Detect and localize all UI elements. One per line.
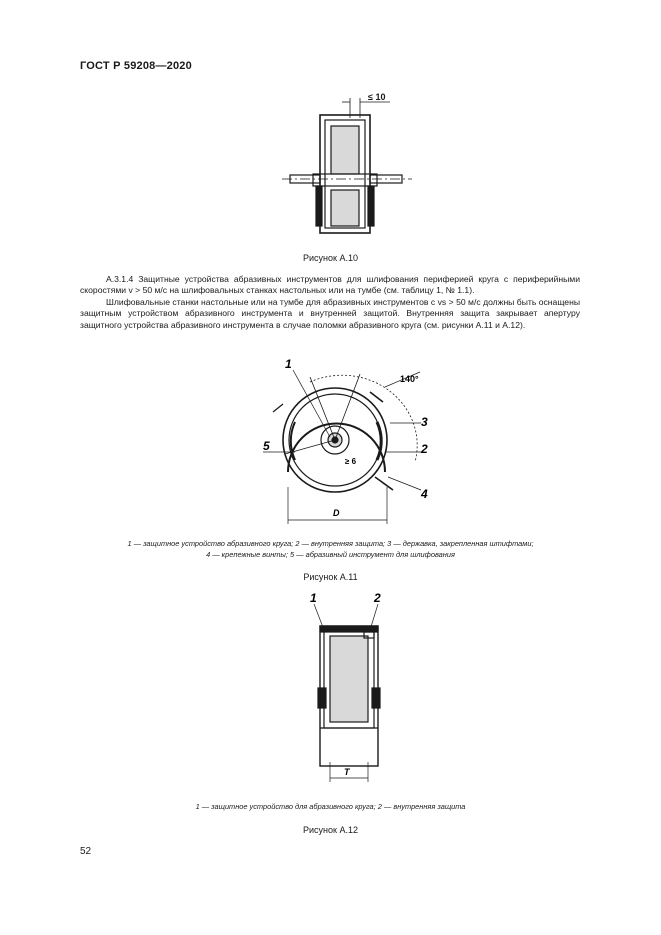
width-label: T bbox=[344, 767, 350, 777]
diameter-label: D bbox=[333, 508, 340, 518]
callout-1: 1 bbox=[285, 357, 292, 371]
callout-4: 4 bbox=[421, 487, 428, 501]
callout-3: 3 bbox=[421, 415, 428, 429]
a10-dim-label: ≤ 10 bbox=[368, 92, 386, 102]
legend-a11-line2: 4 — крепежные винты; 5 — абразивный инструмент для шлифования bbox=[206, 550, 455, 559]
page-number: 52 bbox=[80, 846, 92, 857]
callout-2: 2 bbox=[421, 442, 428, 456]
caption-a10: Рисунок А.10 bbox=[303, 253, 358, 263]
a12-callout-1: 1 bbox=[310, 592, 317, 605]
a12-callout-2: 2 bbox=[374, 592, 381, 605]
caption-a11: Рисунок А.11 bbox=[303, 572, 358, 582]
figure-a10 bbox=[280, 90, 420, 240]
legend-a11 bbox=[0, 538, 661, 560]
callout-5: 5 bbox=[263, 439, 270, 453]
legend-a11-line1: 1 — защитное устройство абразивного круга; 2 — внутренняя защита; 3 — державка, закрепленная штифтами; bbox=[127, 539, 534, 548]
figure-a12 bbox=[300, 592, 400, 792]
angle-label: 140° bbox=[400, 374, 419, 384]
caption-a12: Рисунок А.12 bbox=[303, 825, 358, 835]
paragraph-requirements: Шлифовальные станки настольные или на тумбе для абразивных инструментов с vs > 50 м/с должны быть оснащены защитным устройством абразивного инструмента и внутренней защитой. Внутренняя защита закрывает апертуру защитного устройства абразивного инструмента в случае поломки абразивного круга (см. рисунки А.11 и А.12). bbox=[80, 296, 580, 330]
paragraph-a3-1-4: А.3.1.4 Защитные устройства абразивных инструментов для шлифования периферией круга с периферийными скоростями v > 50 м/с на шлифовальных станках настольных или на тумбе (см. таблицу 1, № 1.1). bbox=[80, 274, 580, 296]
figure-a11 bbox=[255, 352, 445, 532]
clause-paragraphs bbox=[80, 274, 580, 331]
legend-a12: 1 — защитное устройство для абразивного круга; 2 — внутренняя защита bbox=[195, 802, 466, 811]
gap-label: ≥ 6 bbox=[345, 457, 357, 466]
standard-header: ГОСТ Р 59208—2020 bbox=[80, 60, 192, 72]
